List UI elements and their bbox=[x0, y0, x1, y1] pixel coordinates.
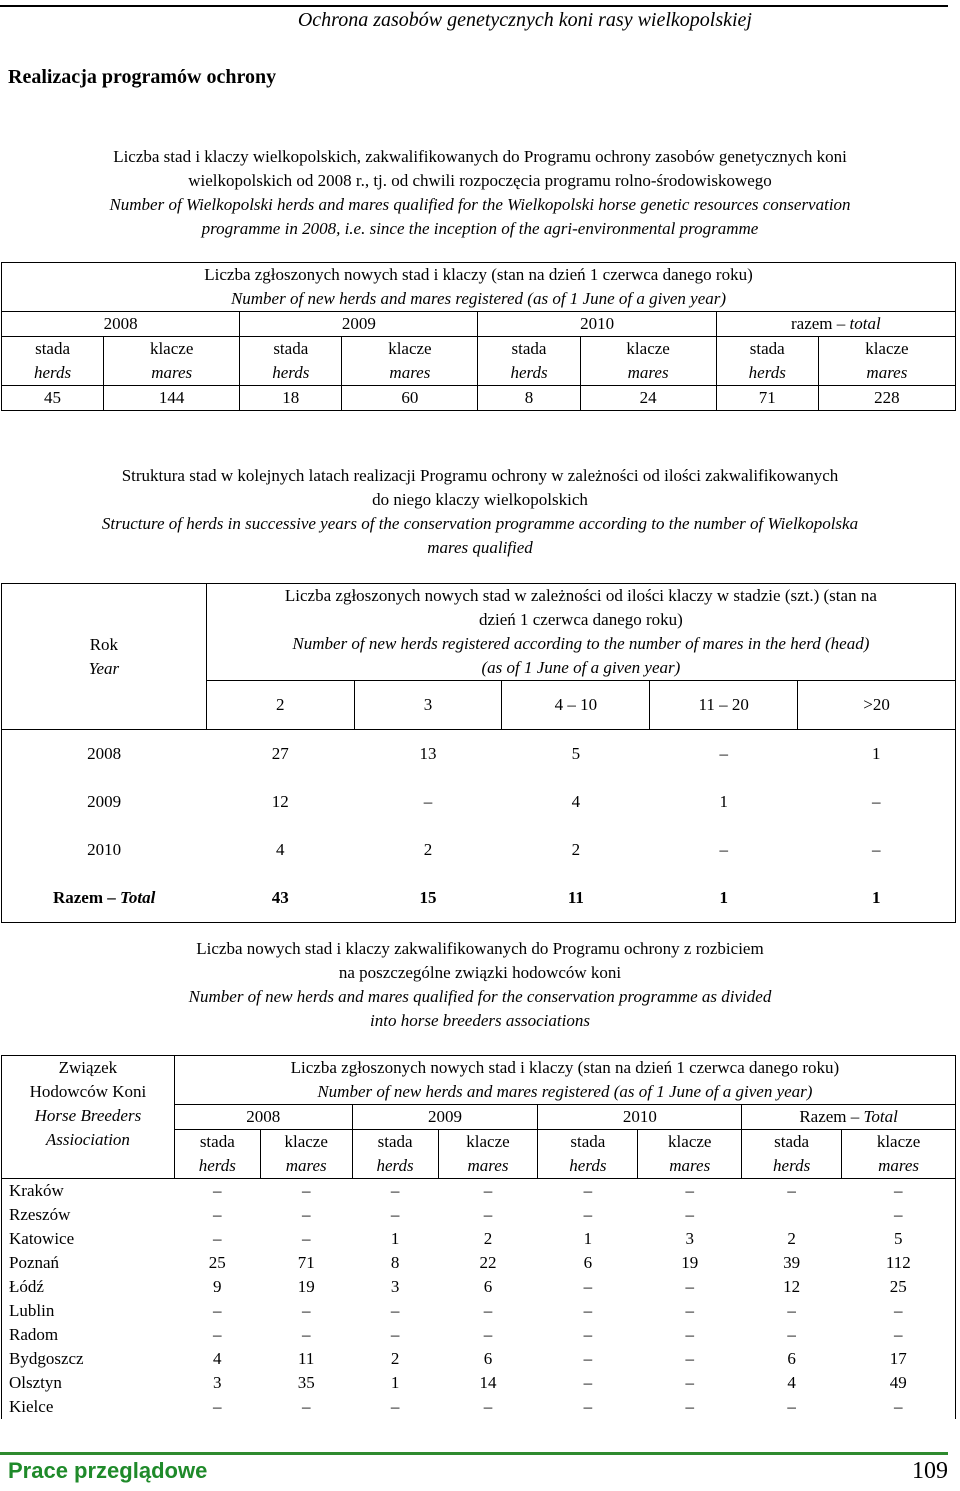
caption-1-pl-1: Liczba stad i klaczy wielkopolskich, zakwalifikowanych do Programu ochrony zasobów genetycznych koni bbox=[113, 147, 847, 166]
t2-cell: 2 bbox=[423, 840, 433, 859]
t3-cell: – bbox=[583, 1373, 593, 1392]
association-name: Katowice bbox=[9, 1229, 75, 1248]
t3-cell: – bbox=[583, 1301, 593, 1320]
t3-col-en-2: Assiociation bbox=[45, 1130, 130, 1149]
caption-3-pl-1: Liczba nowych stad i klaczy zakwalifikowanych do Programu ochrony z rozbiciem bbox=[196, 939, 764, 958]
t2-cell: 5 bbox=[571, 744, 581, 763]
t1-value: 60 bbox=[342, 386, 478, 411]
t1-value: 18 bbox=[240, 386, 342, 411]
t3-cell: – bbox=[301, 1397, 311, 1416]
t2-cell: – bbox=[872, 840, 881, 859]
t1-value: 45 bbox=[2, 386, 104, 411]
t3-col-herds: stada herds bbox=[538, 1130, 638, 1179]
t2-cell: 1 bbox=[872, 744, 881, 763]
t1-col-stada: stada bbox=[478, 337, 580, 362]
t3-cell: – bbox=[894, 1205, 903, 1224]
t3-cell: – bbox=[583, 1181, 593, 1200]
caption-2-en-2: mares qualified bbox=[427, 538, 533, 557]
t2-col: 3 bbox=[354, 681, 502, 730]
t1-col-herds: herds bbox=[478, 361, 580, 386]
t2-row-year: 2008 bbox=[87, 744, 122, 763]
table-row bbox=[2, 1299, 956, 1323]
t2-total-cell: 1 bbox=[872, 888, 881, 907]
t3-cell: – bbox=[213, 1397, 222, 1416]
t3-cell: – bbox=[685, 1205, 694, 1224]
t3-cell: – bbox=[213, 1205, 222, 1224]
t3-cell: – bbox=[685, 1277, 694, 1296]
table-row bbox=[2, 1251, 956, 1275]
t3-cell: 49 bbox=[889, 1373, 907, 1392]
t1-col-stada: stada bbox=[2, 337, 104, 362]
t1-year: 2010 bbox=[478, 312, 716, 337]
t3-cell: 17 bbox=[889, 1349, 907, 1368]
t2-col: 2 bbox=[206, 681, 354, 730]
t3-cell: – bbox=[583, 1205, 593, 1224]
t1-value: 24 bbox=[580, 386, 716, 411]
t3-cell: 3 bbox=[390, 1277, 400, 1296]
t2-head-pl-1: Liczba zgłoszonych nowych stad w zależności od ilości klaczy w stadzie (szt.) (stan na bbox=[284, 586, 877, 605]
t3-cell: – bbox=[390, 1181, 400, 1200]
t3-cell: 19 bbox=[681, 1253, 699, 1272]
table-row bbox=[2, 730, 956, 779]
t3-col-mares: klacze mares bbox=[438, 1130, 538, 1179]
t3-year: 2008 bbox=[174, 1105, 352, 1130]
caption-2-pl-2: do niego klaczy wielkopolskich bbox=[372, 490, 588, 509]
t3-cell: – bbox=[213, 1301, 222, 1320]
t1-col-klacze: klacze bbox=[342, 337, 478, 362]
t3-cell: – bbox=[685, 1325, 694, 1344]
section-title: Realizacja programów ochrony bbox=[8, 66, 277, 88]
t3-cell: – bbox=[583, 1325, 593, 1344]
table-associations bbox=[1, 1055, 956, 1419]
t2-cell: 1 bbox=[719, 792, 728, 811]
t1-col-mares: mares bbox=[342, 361, 478, 386]
t3-cell: 6 bbox=[583, 1253, 593, 1272]
t1-col-stada: stada bbox=[716, 337, 818, 362]
t3-col-mares: klacze mares bbox=[842, 1130, 956, 1179]
t2-col: 11 – 20 bbox=[650, 681, 798, 730]
t2-col: >20 bbox=[798, 681, 956, 730]
t1-value: 8 bbox=[478, 386, 580, 411]
t3-cell: – bbox=[894, 1325, 903, 1344]
t3-assoc-header bbox=[2, 1056, 175, 1179]
caption-3-en-2: into horse breeders associations bbox=[370, 1011, 590, 1030]
table-row bbox=[2, 1347, 956, 1371]
t1-value: 71 bbox=[716, 386, 818, 411]
t2-year-header bbox=[2, 584, 207, 730]
t2-cell: – bbox=[423, 792, 433, 811]
t3-cell: – bbox=[301, 1205, 311, 1224]
t3-cell: – bbox=[685, 1397, 694, 1416]
t1-col-herds: herds bbox=[716, 361, 818, 386]
t3-cell: 1 bbox=[583, 1229, 593, 1248]
t3-year-total: Razem – Total bbox=[742, 1105, 956, 1130]
t2-total-cell: 1 bbox=[719, 888, 728, 907]
footer-section-name: Prace przeglądowe bbox=[8, 1458, 208, 1483]
t3-cell: – bbox=[301, 1229, 311, 1248]
t3-col-en-1: Horse Breeders bbox=[34, 1106, 142, 1125]
t3-cell: – bbox=[390, 1325, 400, 1344]
t3-cell: 3 bbox=[685, 1229, 694, 1248]
t3-cell: 1 bbox=[390, 1229, 400, 1248]
t3-cell: – bbox=[583, 1277, 593, 1296]
t1-year: 2008 bbox=[2, 312, 240, 337]
t1-col-mares: mares bbox=[104, 361, 240, 386]
association-name: Łódź bbox=[9, 1277, 44, 1296]
caption-2-en-1: Structure of herds in successive years of the conservation programme according to the number of Wielkopolska bbox=[101, 514, 859, 533]
t1-head-pl: Liczba zgłoszonych nowych stad i klaczy (stan na dzień 1 czerwca danego roku) bbox=[2, 263, 956, 288]
t3-cell: – bbox=[685, 1301, 694, 1320]
t3-cell: 11 bbox=[298, 1349, 315, 1368]
t3-body bbox=[2, 1179, 956, 1420]
t2-total-cell: 15 bbox=[419, 888, 437, 907]
t2-cell: 2 bbox=[571, 840, 581, 859]
t2-row-year: 2009 bbox=[87, 792, 122, 811]
t3-head-en: Number of new herds and mares registered (as of 1 June of a given year) bbox=[174, 1080, 955, 1105]
t3-cell: – bbox=[301, 1301, 311, 1320]
t3-cell: 71 bbox=[297, 1253, 315, 1272]
table-row bbox=[2, 1227, 956, 1251]
t3-cell: – bbox=[483, 1325, 493, 1344]
caption-3-pl-2: na poszczególne związki hodowców koni bbox=[338, 963, 622, 982]
association-name: Radom bbox=[9, 1325, 59, 1344]
association-name: Bydgoszcz bbox=[9, 1349, 84, 1368]
t3-cell: – bbox=[894, 1181, 903, 1200]
t3-year: 2010 bbox=[538, 1105, 742, 1130]
t3-cell: – bbox=[787, 1301, 796, 1320]
t2-cell: 4 bbox=[571, 792, 581, 811]
caption-3-en-1: Number of new herds and mares qualified for the conservation programme as divided bbox=[188, 987, 772, 1006]
t3-cell: – bbox=[483, 1181, 493, 1200]
t3-cell: – bbox=[301, 1181, 311, 1200]
t3-cell: 2 bbox=[483, 1229, 493, 1248]
table-row bbox=[2, 1371, 956, 1395]
t3-cell: 1 bbox=[390, 1373, 400, 1392]
t2-head bbox=[206, 584, 955, 681]
t1-col-mares: mares bbox=[818, 361, 955, 386]
t3-col-mares: klacze mares bbox=[638, 1130, 742, 1179]
t3-cell: – bbox=[787, 1397, 796, 1416]
t1-value: 228 bbox=[818, 386, 955, 411]
t3-cell: – bbox=[685, 1181, 694, 1200]
footer-rule bbox=[0, 1452, 948, 1455]
t2-cell: 27 bbox=[271, 744, 289, 763]
t3-col-herds: stada herds bbox=[352, 1130, 438, 1179]
association-name: Kielce bbox=[9, 1397, 54, 1416]
t3-year: 2009 bbox=[352, 1105, 538, 1130]
table-row bbox=[2, 778, 956, 826]
t3-col-herds: stada herds bbox=[174, 1130, 260, 1179]
t3-cell bbox=[742, 1203, 842, 1227]
t3-cell: 25 bbox=[208, 1253, 226, 1272]
t3-cell: – bbox=[894, 1397, 903, 1416]
t2-head-en-2: (as of 1 June of a given year) bbox=[481, 658, 681, 677]
t3-cell: – bbox=[685, 1349, 694, 1368]
t3-cell: – bbox=[390, 1205, 400, 1224]
t3-head-pl: Liczba zgłoszonych nowych stad i klaczy (stan na dzień 1 czerwca danego roku) bbox=[290, 1058, 840, 1077]
t1-col-stada: stada bbox=[240, 337, 342, 362]
caption-2-pl-1: Struktura stad w kolejnych latach realizacji Programu ochrony w zależności od ilości zakwalifikowanych bbox=[121, 466, 839, 485]
t2-row-year: 2010 bbox=[87, 840, 122, 859]
t3-cell: – bbox=[483, 1397, 493, 1416]
t2-total-label: Razem – Total bbox=[52, 888, 156, 907]
t3-cell: – bbox=[483, 1301, 493, 1320]
t1-col-mares: mares bbox=[580, 361, 716, 386]
t1-col-klacze: klacze bbox=[580, 337, 716, 362]
t2-cell: 4 bbox=[275, 840, 285, 859]
table-row bbox=[2, 1275, 956, 1299]
t3-cell: 22 bbox=[479, 1253, 497, 1272]
t3-cell: – bbox=[894, 1301, 903, 1320]
header-rule bbox=[0, 5, 948, 7]
t3-cell: 8 bbox=[390, 1253, 400, 1272]
table-herds-mares-total bbox=[1, 262, 956, 411]
running-header: Ochrona zasobów genetycznych koni rasy wielkopolskiej bbox=[297, 9, 752, 31]
t1-head-en: Number of new herds and mares registered (as of 1 June of a given year) bbox=[2, 287, 956, 312]
t3-cell: – bbox=[583, 1397, 593, 1416]
t3-cell: – bbox=[390, 1301, 400, 1320]
t3-cell: – bbox=[213, 1325, 222, 1344]
t3-col-mares: klacze mares bbox=[260, 1130, 352, 1179]
caption-3 bbox=[0, 937, 960, 1033]
t3-cell: 19 bbox=[297, 1277, 315, 1296]
t1-year-total: razem – total bbox=[716, 312, 955, 337]
caption-1-pl-2: wielkopolskich od 2008 r., tj. od chwili rozpoczęcia programu rolno-środowiskowego bbox=[188, 171, 772, 190]
t3-cell: – bbox=[787, 1181, 796, 1200]
t3-cell: 6 bbox=[483, 1277, 493, 1296]
t2-head-pl-2: dzień 1 czerwca danego roku) bbox=[478, 610, 683, 629]
table-row bbox=[2, 1179, 956, 1204]
caption-2 bbox=[0, 464, 960, 560]
t2-cell: – bbox=[719, 744, 728, 763]
association-name: Rzeszów bbox=[9, 1205, 71, 1224]
t2-col: 4 – 10 bbox=[502, 681, 650, 730]
t3-cell: – bbox=[483, 1205, 493, 1224]
t2-head-en-1: Number of new herds registered according to the number of mares in the herd (head) bbox=[292, 634, 870, 653]
t3-cell: – bbox=[685, 1373, 694, 1392]
table-row bbox=[2, 1395, 956, 1419]
t3-cell: 2 bbox=[787, 1229, 796, 1248]
t2-year-en: Year bbox=[88, 658, 120, 678]
t3-cell: 12 bbox=[783, 1277, 801, 1296]
t3-cell: – bbox=[301, 1325, 311, 1344]
t3-cell: – bbox=[787, 1325, 796, 1344]
t3-col-herds: stada herds bbox=[742, 1130, 842, 1179]
caption-1 bbox=[0, 145, 960, 241]
table-row bbox=[2, 1323, 956, 1347]
table-total-row bbox=[2, 874, 956, 923]
t2-rok: Rok bbox=[89, 634, 119, 654]
t2-total-cell: 43 bbox=[271, 888, 289, 907]
t3-cell: – bbox=[213, 1181, 222, 1200]
table-row bbox=[2, 826, 956, 874]
t3-cell: 5 bbox=[894, 1229, 903, 1248]
t3-cell: 112 bbox=[885, 1253, 911, 1272]
t3-cell: 25 bbox=[889, 1277, 907, 1296]
t3-cell: 2 bbox=[390, 1349, 400, 1368]
t3-cell: 6 bbox=[483, 1349, 493, 1368]
t1-year: 2009 bbox=[240, 312, 478, 337]
t3-cell: 39 bbox=[783, 1253, 801, 1272]
t1-col-klacze: klacze bbox=[818, 337, 955, 362]
t1-col-herds: herds bbox=[2, 361, 104, 386]
caption-1-en-1: Number of Wielkopolski herds and mares qualified for the Wielkopolski horse genetic resources conservation bbox=[109, 195, 851, 214]
association-name: Olsztyn bbox=[9, 1373, 62, 1392]
t2-cell: – bbox=[719, 840, 728, 859]
association-name: Poznań bbox=[9, 1253, 60, 1272]
t3-cell: 3 bbox=[213, 1373, 222, 1392]
t2-total-cell: 11 bbox=[567, 888, 584, 907]
t3-cell: 6 bbox=[787, 1349, 796, 1368]
t2-cell: 13 bbox=[419, 744, 437, 763]
t3-cell: 14 bbox=[479, 1373, 497, 1392]
table-row bbox=[2, 1203, 956, 1227]
t3-cell: – bbox=[213, 1229, 222, 1248]
table-herd-structure bbox=[1, 583, 956, 923]
t3-cell: 35 bbox=[297, 1373, 315, 1392]
caption-1-en-2: programme in 2008, i.e. since the inception of the agri-environmental programme bbox=[201, 219, 759, 238]
association-name: Kraków bbox=[9, 1181, 64, 1200]
t3-cell: – bbox=[390, 1397, 400, 1416]
t1-value: 144 bbox=[104, 386, 240, 411]
t3-cell: 4 bbox=[213, 1349, 222, 1368]
page-number: 109 bbox=[912, 1458, 948, 1484]
t3-col-pl-1: Związek bbox=[58, 1058, 118, 1077]
t1-col-klacze: klacze bbox=[104, 337, 240, 362]
t2-cell: – bbox=[872, 792, 881, 811]
t3-cell: 4 bbox=[787, 1373, 796, 1392]
t3-cell: – bbox=[583, 1349, 593, 1368]
t1-col-herds: herds bbox=[240, 361, 342, 386]
t3-cell: 9 bbox=[213, 1277, 222, 1296]
t2-cell: 12 bbox=[271, 792, 289, 811]
t3-col-pl-2: Hodowców Koni bbox=[29, 1082, 147, 1101]
association-name: Lublin bbox=[9, 1301, 55, 1320]
